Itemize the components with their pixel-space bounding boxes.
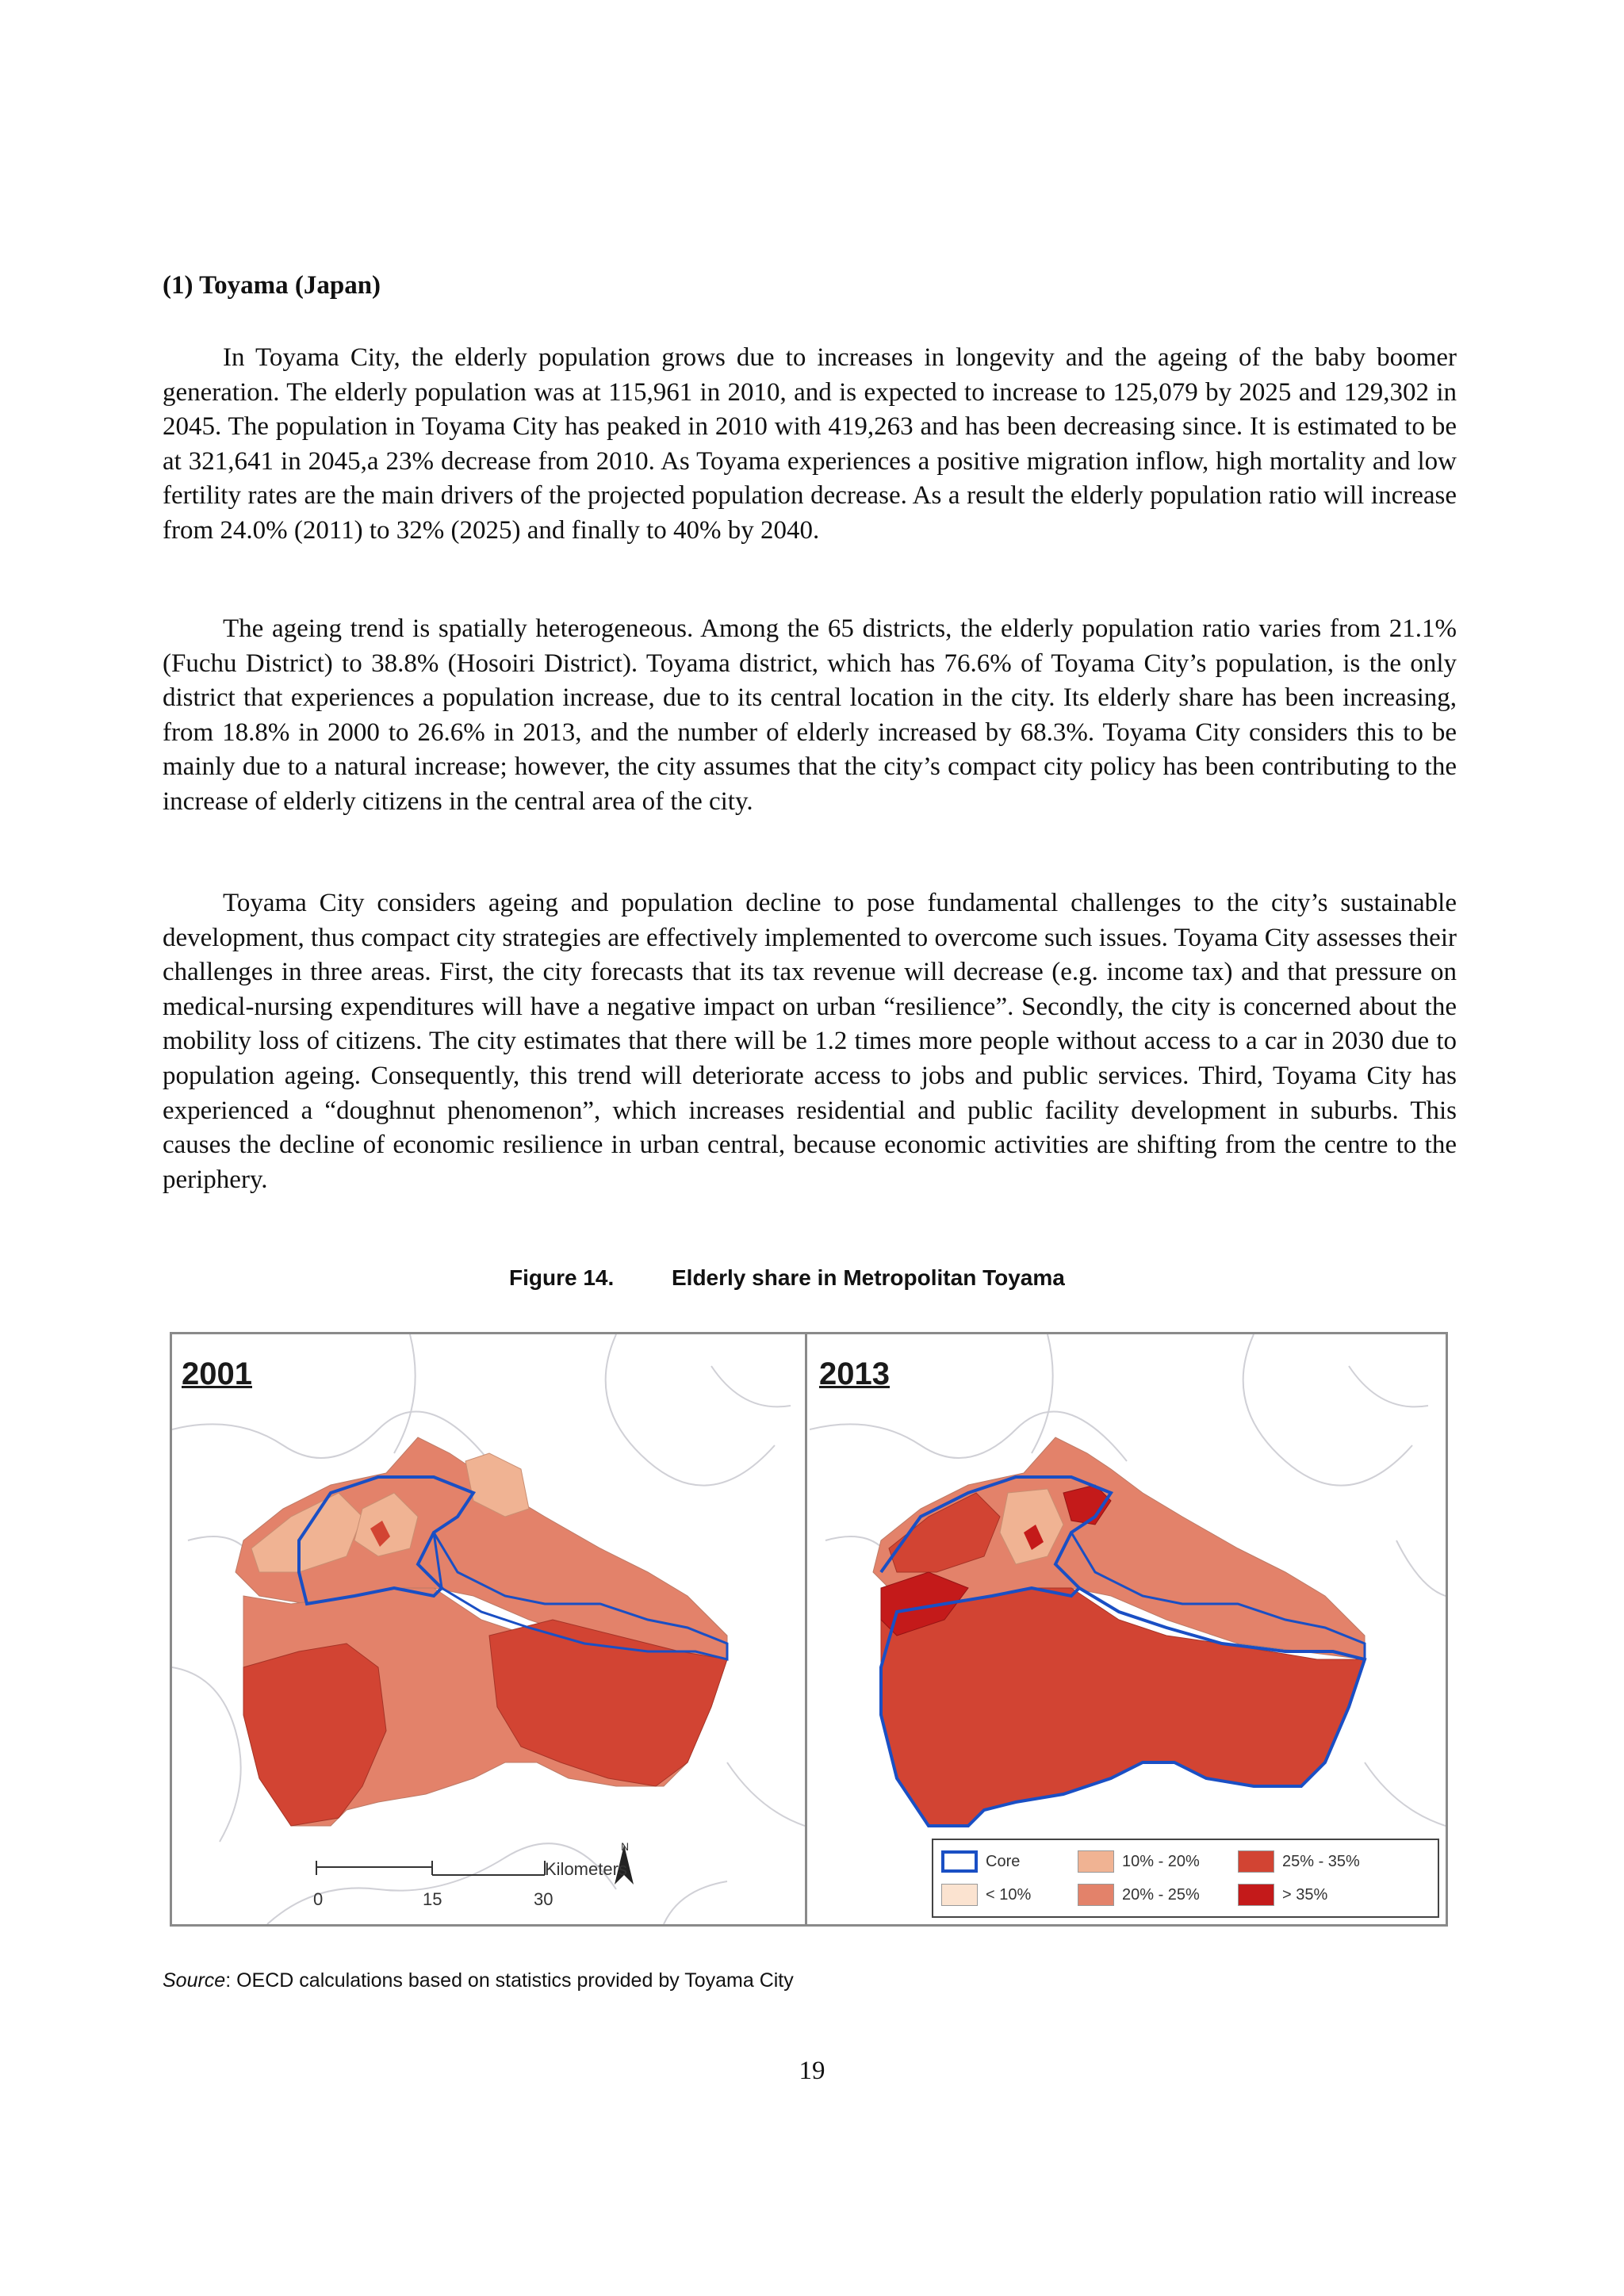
legend-item-lt10 <box>941 1883 1031 1907</box>
panel-year-2013: 2013 <box>819 1357 890 1391</box>
figure-title: Elderly share in Metropolitan Toyama <box>672 1265 1065 1290</box>
legend-item-gt35 <box>1238 1883 1327 1907</box>
page-number: 19 <box>799 2057 825 2085</box>
paragraph-1-text: In Toyama City, the elderly population grows due to increases in longevity and the ageing of the baby boomer generation. The elderly population was at 115,961 in 2010, and is expected to increase to 125,079 by 2025 and 129,302 in 2045. The population in Toyama City has peaked in 2010 with 419,263 and has been decreasing since. It is estimated to be at 321,641 in 2045,a 23% decrease from 2010. As Toyama experiences a positive migration inflow, high mortality and low fertility rates are the main drivers of the projected population decrease. As a result the elderly population ratio will increase from 24.0% (2011) to 32% (2025) and finally to 40% by 2040. <box>163 343 1457 545</box>
source-label: Source <box>163 1969 226 1992</box>
legend-label-20-25: 20% - 25% <box>1122 1885 1200 1904</box>
section-heading: (1) Toyama (Japan) <box>163 271 381 300</box>
paragraph-3-text: Toyama City considers ageing and population decline to pose fundamental challenges to the city’s sustainable development, thus compact city strategies are effectively implemented to overcome such issues. Toyama City assesses their challenges in three areas. First, the city forecasts that its tax revenue will decrease (e.g. income tax) and that pressure on medical-nursing expenditures will have a negative impact on urban “resilience”. Secondly, the city is concerned about the mobility loss of citizens. The city estimates that there will be 1.2 times more people without access to a car in 2030 due to population ageing. Consequently, this trend will deteriorate access to jobs and public services. Third, Toyama City has experienced a “doughnut phenomenon”, which increases residential and public facility development in suburbs. This causes the decline of economic resilience in urban central, because economic activities are shifting from the centre to the periphery. <box>163 889 1457 1194</box>
legend-label-10-20: 10% - 20% <box>1122 1852 1200 1870</box>
north-arrow-icon: N <box>621 1840 630 1853</box>
legend-swatch-lt10 <box>941 1884 978 1906</box>
legend-item-10-20 <box>1078 1850 1200 1873</box>
scale-tick-0: 0 <box>313 1889 324 1909</box>
scale-tick-15: 15 <box>423 1889 442 1909</box>
map-2013-graphic <box>810 1334 1446 1924</box>
legend-item-core <box>941 1850 1020 1873</box>
figure-number: Figure 14. <box>509 1265 615 1290</box>
figure-source <box>163 1969 794 1992</box>
paragraph-2 <box>163 612 1457 820</box>
source-text: : OECD calculations based on statistics provided by Toyama City <box>225 1969 794 1992</box>
map-2001-graphic <box>172 1334 805 1924</box>
map-panel-2001 <box>172 1334 805 1924</box>
legend-swatch-10-20 <box>1078 1850 1114 1873</box>
figure-maps <box>170 1332 1448 1927</box>
map-panel-2013 <box>810 1334 1446 1924</box>
paragraph-2-text: The ageing trend is spatially heterogeneous. Among the 65 districts, the elderly population ratio varies from 21.1% (Fuchu District) to 38.8% (Hosoiri District). Toyama district, which has 76.6% of Toyama City’s population, is the only district that experiences a population increase, due to its central location in the city. Its elderly share has been increasing, from 18.8% in 2000 to 26.6% in 2013, and the number of elderly increased by 68.3%. Toyama City considers this to be mainly due to a natural increase; however, the city assumes that the city’s compact city policy has been contributing to the increase of elderly citizens in the central area of the city. <box>163 614 1457 816</box>
legend-label-25-35: 25% - 35% <box>1282 1852 1360 1870</box>
legend-swatch-20-25 <box>1078 1884 1114 1906</box>
panel-year-2001: 2001 <box>182 1357 252 1391</box>
paragraph-1 <box>163 341 1457 549</box>
scale-unit: Kilometers <box>545 1859 627 1879</box>
legend-swatch-core <box>941 1850 978 1873</box>
scale-bar <box>315 1840 648 1919</box>
paragraph-3 <box>163 886 1457 1197</box>
map-legend <box>932 1839 1439 1918</box>
legend-item-20-25 <box>1078 1883 1200 1907</box>
scale-tick-30: 30 <box>534 1889 553 1909</box>
legend-swatch-25-35 <box>1238 1850 1274 1873</box>
legend-swatch-gt35 <box>1238 1884 1274 1906</box>
legend-label-lt10: < 10% <box>986 1885 1032 1904</box>
legend-label-gt35: > 35% <box>1282 1885 1328 1904</box>
legend-item-25-35 <box>1238 1850 1360 1873</box>
panel-divider <box>805 1334 807 1924</box>
legend-label-core: Core <box>986 1852 1021 1870</box>
